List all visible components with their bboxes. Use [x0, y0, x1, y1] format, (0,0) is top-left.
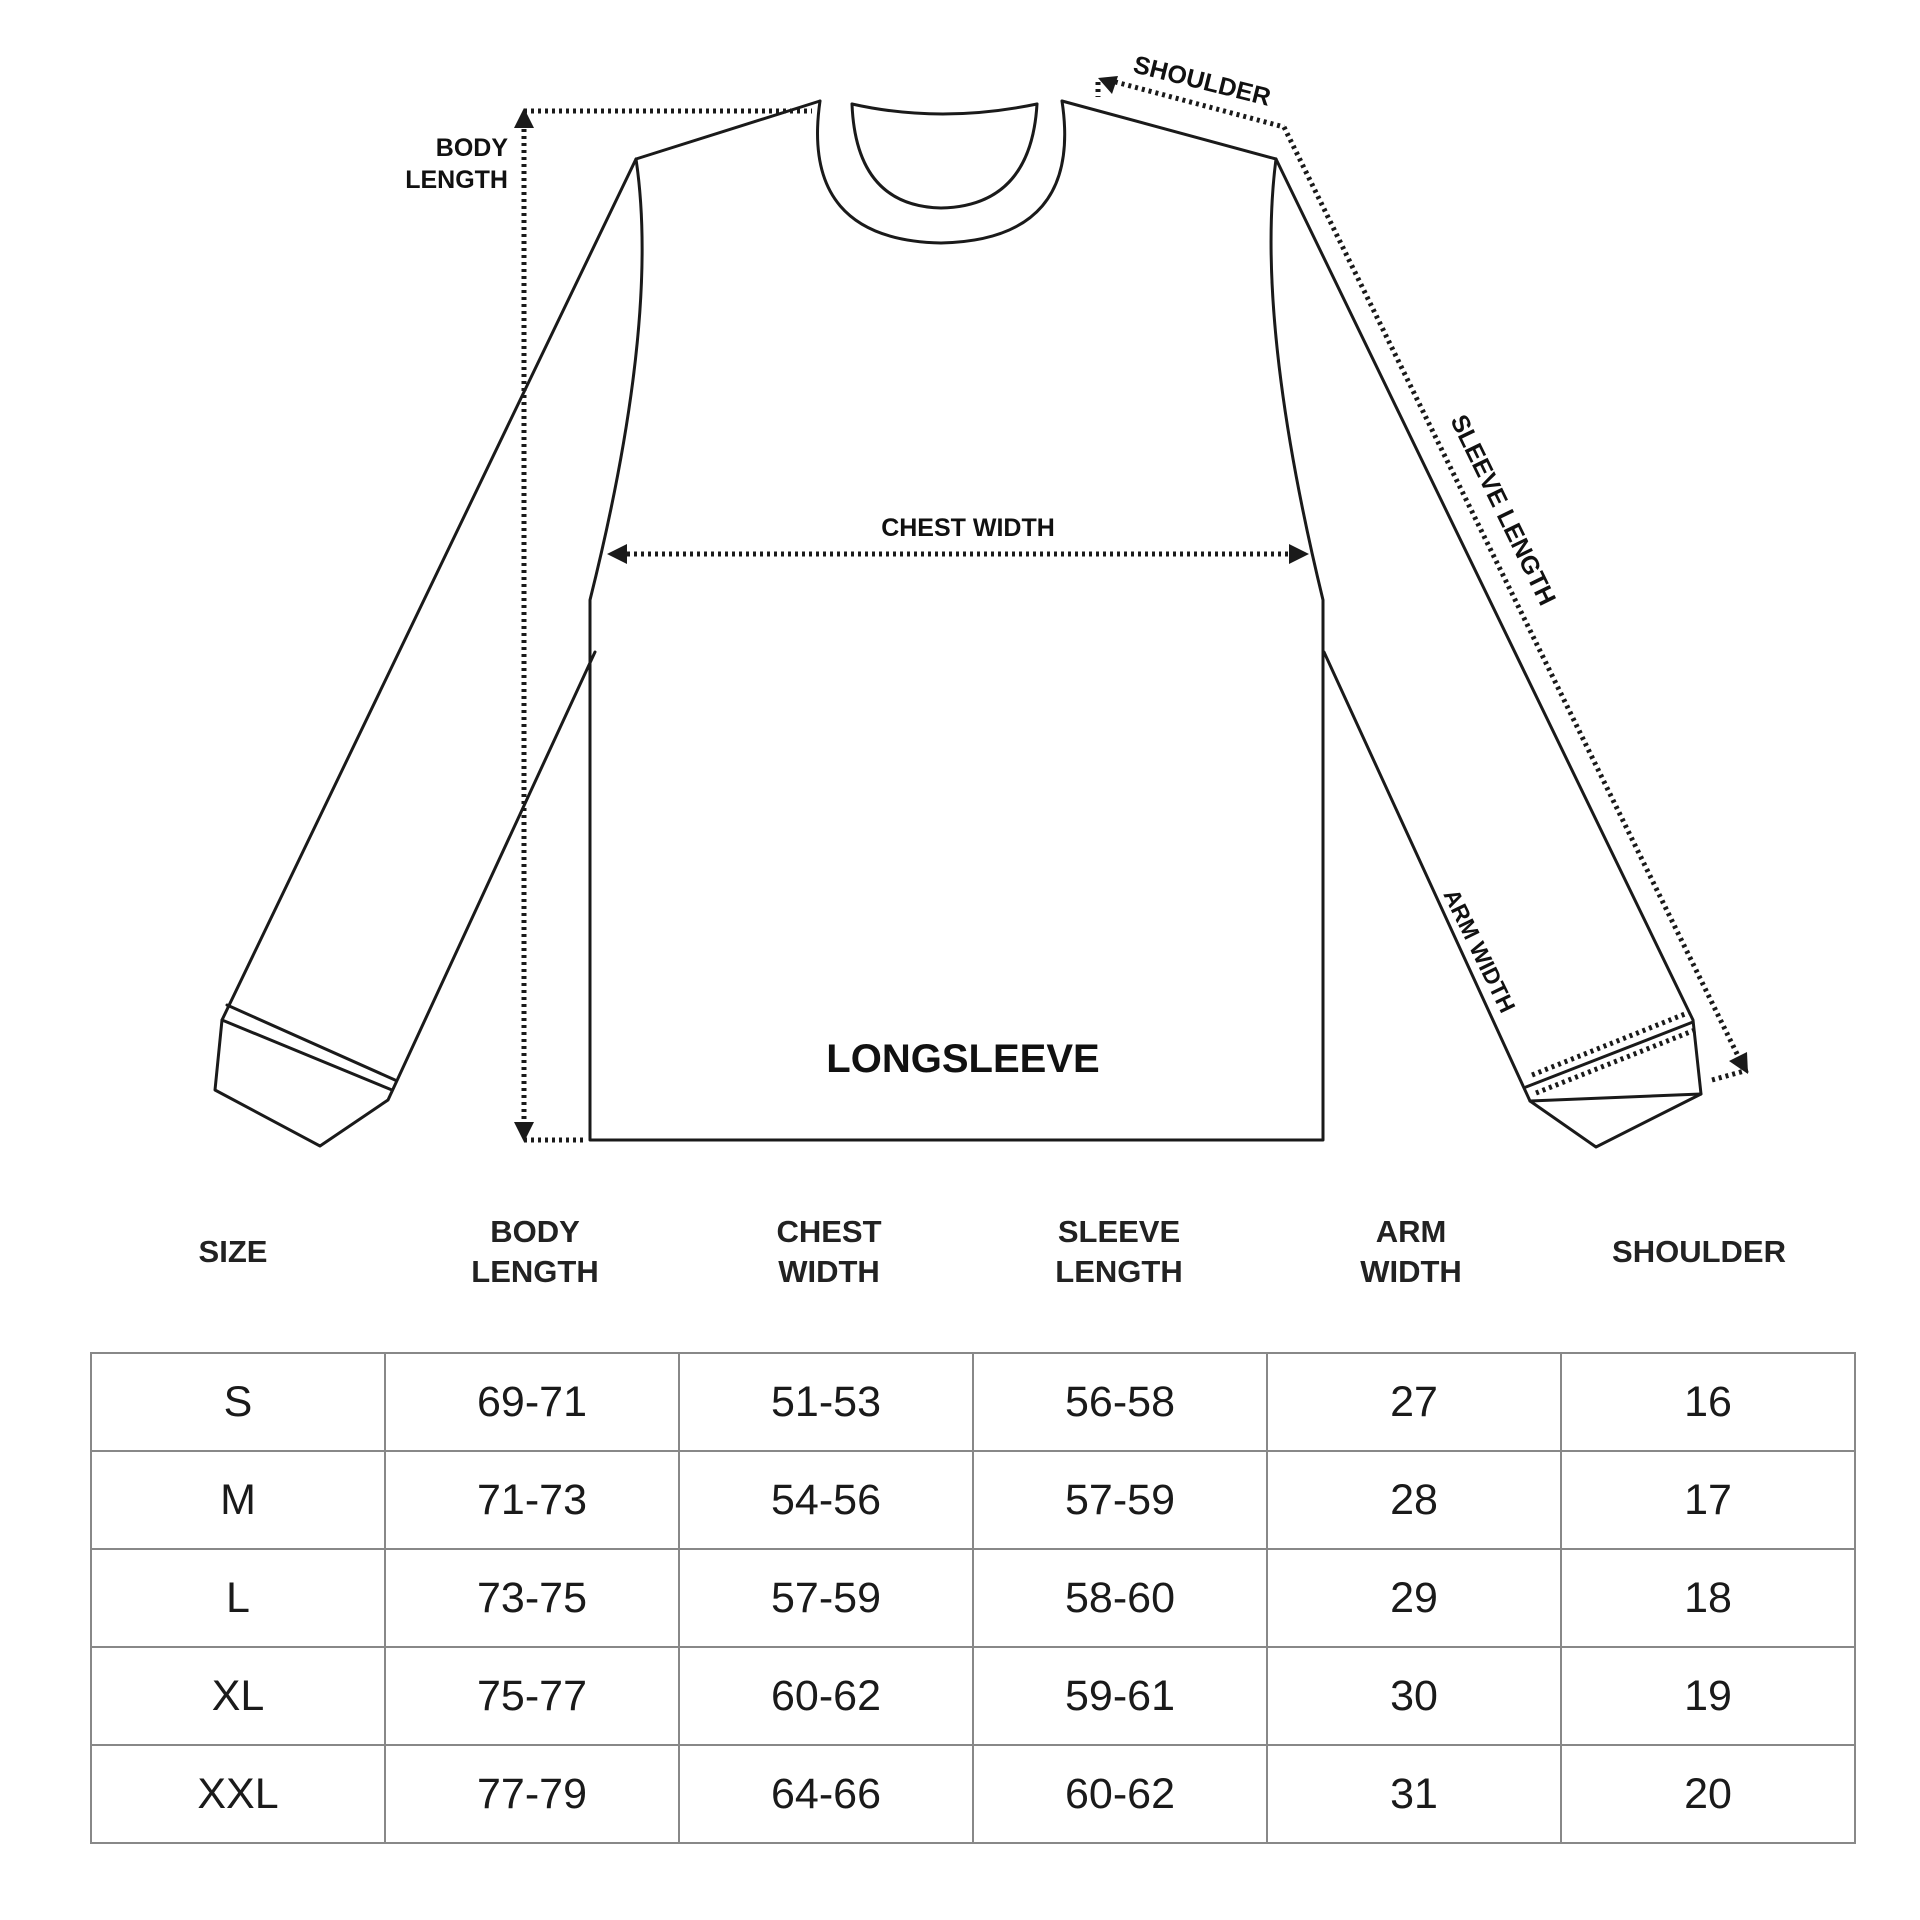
table-cell: 29	[1267, 1549, 1561, 1647]
table-cell: 73-75	[385, 1549, 679, 1647]
size-table	[90, 1352, 1856, 1844]
table-row	[91, 1451, 1855, 1549]
chest-width-label: CHEST WIDTH	[881, 514, 1055, 542]
header-arm-width: ARM WIDTH	[1360, 1214, 1462, 1289]
arrow-left	[1098, 76, 1118, 94]
table-cell: L	[91, 1549, 385, 1647]
arrow-left	[607, 544, 627, 564]
table-cell: 58-60	[973, 1549, 1267, 1647]
body-length-label-line1: BODY	[435, 134, 508, 162]
table-cell: 54-56	[679, 1451, 973, 1549]
table-cell: 20	[1561, 1745, 1855, 1843]
table-cell: 30	[1267, 1647, 1561, 1745]
table-cell: 51-53	[679, 1353, 973, 1451]
table-cell: 69-71	[385, 1353, 679, 1451]
table-cell: 77-79	[385, 1745, 679, 1843]
table-cell: 17	[1561, 1451, 1855, 1549]
table-cell: XXL	[91, 1745, 385, 1843]
table-cell: 64-66	[679, 1745, 973, 1843]
header-shoulder: SHOULDER	[1612, 1234, 1786, 1269]
table-cell: 60-62	[679, 1647, 973, 1745]
header-body-length: BODY LENGTH	[471, 1214, 599, 1289]
table-cell: 57-59	[973, 1451, 1267, 1549]
shirt-outline	[215, 101, 1701, 1147]
shoulder-label: SHOULDER	[1130, 50, 1274, 112]
chest-width-measure	[607, 544, 1309, 564]
table-row	[91, 1745, 1855, 1843]
diagram-title: LONGSLEEVE	[826, 1037, 1100, 1081]
table-row	[91, 1353, 1855, 1451]
table-cell: 31	[1267, 1745, 1561, 1843]
table-cell: 18	[1561, 1549, 1855, 1647]
table-cell: 28	[1267, 1451, 1561, 1549]
sleeve-length-label: SLEEVE LENGTH	[1444, 410, 1562, 610]
arm-width-label: ARM WIDTH	[1438, 884, 1521, 1017]
body-length-measure	[514, 108, 812, 1142]
table-cell: 27	[1267, 1353, 1561, 1451]
table-row	[91, 1549, 1855, 1647]
arrow-right	[1289, 544, 1309, 564]
table-cell: 56-58	[973, 1353, 1267, 1451]
table-cell: 71-73	[385, 1451, 679, 1549]
table-cell: XL	[91, 1647, 385, 1745]
table-cell: 57-59	[679, 1549, 973, 1647]
table-cell: 75-77	[385, 1647, 679, 1745]
header-chest-width: CHEST WIDTH	[776, 1214, 882, 1289]
table-cell: 59-61	[973, 1647, 1267, 1745]
sleeve-length-measure	[1284, 127, 1748, 1080]
table-cell: 16	[1561, 1353, 1855, 1451]
header-size: SIZE	[198, 1234, 268, 1269]
body-length-label-line2: LENGTH	[405, 166, 508, 194]
table-row	[91, 1647, 1855, 1745]
table-cell: 19	[1561, 1647, 1855, 1745]
table-cell: 60-62	[973, 1745, 1267, 1843]
header-sleeve-length: SLEEVE LENGTH	[1055, 1214, 1183, 1289]
table-cell: M	[91, 1451, 385, 1549]
table-cell: S	[91, 1353, 385, 1451]
